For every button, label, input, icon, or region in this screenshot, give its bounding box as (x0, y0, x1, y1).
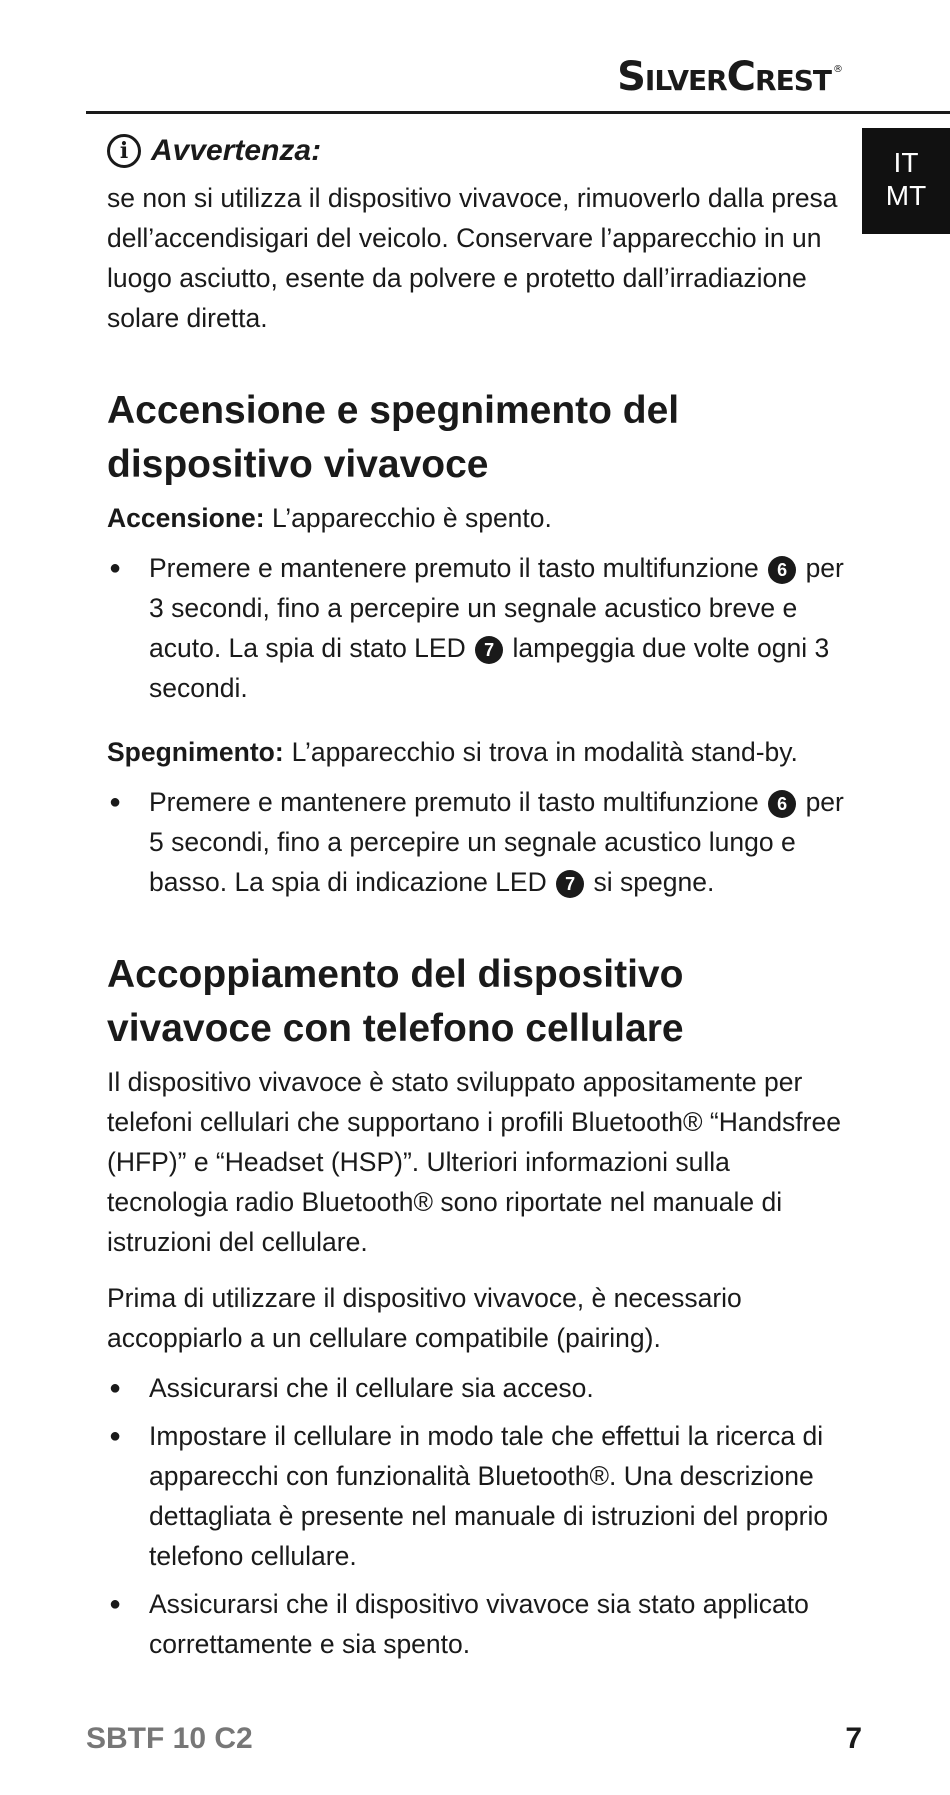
bullet-text: si spegne. (593, 867, 715, 897)
callout-number: 7 (475, 636, 503, 664)
pairing-paragraph-1: Il dispositivo vivavoce è stato sviluppato appositamente per telefoni cellulari che supportano i profili Bluetooth® “Handsfree (HFP)” e “Headset (HSP)”. Ulteriori informazioni sulla tecnologia radio Bluetooth® sono riportate nel manuale di istruzioni del cellulare. (107, 1067, 841, 1257)
power-on-text: L’apparecchio è spento. (271, 503, 552, 533)
page-content (107, 128, 847, 1672)
language-code-mt: MT (885, 180, 927, 211)
footer-model: SBTF 10 C2 (86, 1722, 253, 1755)
brand-logo (617, 54, 842, 100)
section-heading-power: Accensione e spegnimento del dispositivo vivavoce (107, 389, 680, 486)
registered-mark: ® (833, 64, 842, 75)
bullet-text: Premere e mantenere premuto il tasto multifunzione (149, 553, 759, 583)
list-item (107, 548, 847, 708)
callout-number: 7 (556, 870, 584, 898)
pairing-paragraph-2: Prima di utilizzare il dispositivo vivavoce, è necessario accoppiarlo a un cellulare compatibile (pairing). (107, 1283, 742, 1353)
section-heading-pairing: Accoppiamento del dispositivo vivavoce con telefono cellulare (107, 953, 684, 1050)
power-off-text: L’apparecchio si trova in modalità stand-by. (291, 737, 798, 767)
callout-number: 6 (768, 556, 796, 584)
power-on-label: Accensione: (107, 503, 265, 533)
warning-title-text: Avvertenza: (151, 134, 322, 167)
bullet-text: Premere e mantenere premuto il tasto multifunzione (149, 787, 759, 817)
callout-number: 6 (768, 790, 796, 818)
list-item: ● Assicurarsi che il dispositivo vivavoce sia stato applicato correttamente e sia spento. (107, 1584, 847, 1664)
page-number: 7 (845, 1722, 862, 1755)
power-off-line (107, 732, 847, 772)
list-item (107, 782, 847, 902)
bullet-text: per 3 secondi, fino a percepire un segnale acustico breve e acuto. La spia di stato LED (149, 553, 844, 663)
power-on-list (107, 548, 847, 708)
language-tab (862, 128, 950, 234)
brand-name: SilverCrest (617, 54, 831, 100)
power-on-line (107, 498, 847, 538)
info-icon: i (107, 134, 141, 168)
bullet-text: per 5 secondi, fino a percepire un segnale acustico lungo e basso. La spia di indicazione LED (149, 787, 844, 897)
pairing-list (107, 1368, 847, 1664)
warning-text: se non si utilizza il dispositivo vivavoce, rimuoverlo dalla presa dell’accendisigari del veicolo. Conservare l’apparecchio in un luogo asciutto, esente da polvere e protetto dall’irradiazione solare diretta. (107, 183, 838, 333)
power-off-list (107, 782, 847, 902)
warning-title (107, 134, 847, 168)
header-rule (86, 111, 950, 114)
language-code-it: IT (893, 147, 919, 178)
bullet-text: lampeggia due volte ogni 3 secondi. (149, 633, 830, 703)
list-item: ● Assicurarsi che il cellulare sia acceso. (107, 1368, 847, 1408)
power-off-label: Spegnimento: (107, 737, 284, 767)
list-item: ● Impostare il cellulare in modo tale che effettui la ricerca di apparecchi con funzionalità Bluetooth®. Una descrizione dettagliata è presente nel manuale di istruzioni del proprio telefono cellulare. (107, 1416, 847, 1576)
